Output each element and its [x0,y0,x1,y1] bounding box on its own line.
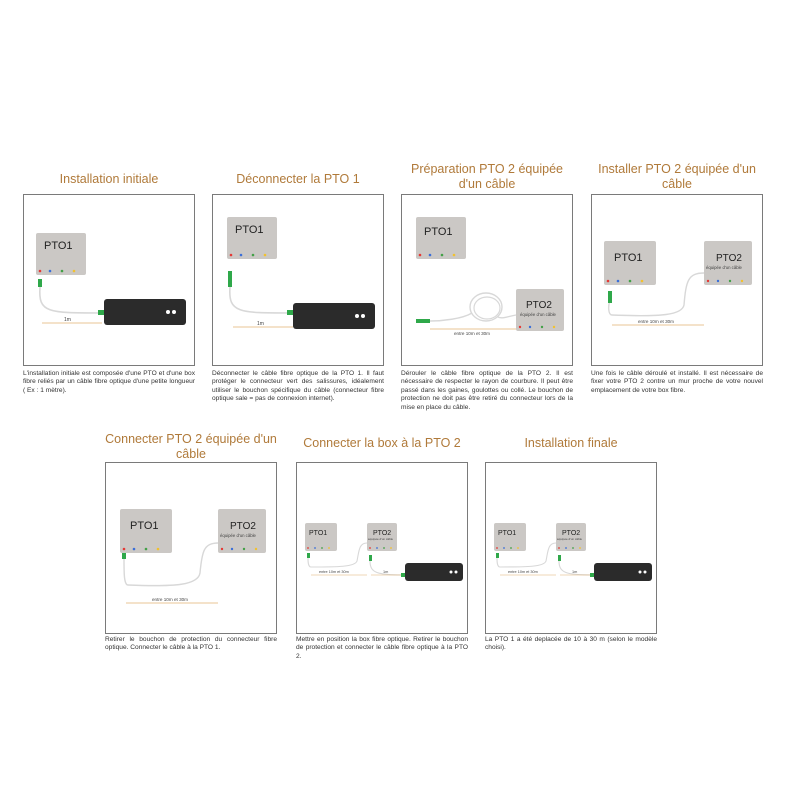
step-3 [401,162,573,412]
step-3-panel [401,194,573,366]
led-green [321,547,323,549]
connector-icon [98,310,104,315]
step-4-caption: Une fois le câble déroulé et installé. Il est nécessaire de fixer votre PTO 2 contre un mur proche de votre nouvel emplacement de votre box fibre. [591,370,763,394]
step-2-caption: Déconnecter le câble fibre optique de la PTO 1. Il faut protéger le connecteur vert des salissures, idéalement utiliser le bouchon spécifique du câble (connecteur fibre optique sale = pas de connexion internet). [212,370,384,403]
step-7 [485,436,657,666]
connector-icon [558,555,561,561]
led-blue [376,547,378,549]
pto1-label: PTO1 [498,530,517,537]
led-red [519,326,521,328]
step-4-panel [591,194,763,366]
led-yellow [157,548,160,551]
led-blue [529,326,531,328]
led-green [629,280,632,283]
dimension-label: 1m [383,570,389,574]
led-yellow [553,326,555,328]
box-light-icon [644,571,647,574]
pto2-label: PTO2 [230,521,256,532]
step-3-illustration [402,195,573,366]
step-1-panel [23,194,195,366]
led-yellow [390,547,392,549]
step-5-title: Connecter PTO 2 équipée d'un câble [105,432,277,461]
connector-icon [307,553,310,558]
step-3-caption: Dérouler le câble fibre optique de la PTO 2. Il est nécessaire de respecter le rayon de courbure. Il peut être passé dans les gaines, goulottes ou collé. Le bouchon de protection ne doit pas être retiré du connecteur lors de la mise en place du câble. [401,370,573,411]
led-red [123,548,126,551]
led-yellow [453,254,456,257]
dimension-label: 1m [64,317,71,323]
dimension-label: 1m [572,570,578,574]
led-green [61,270,64,273]
pto1-label: PTO1 [424,226,453,238]
connector-icon [287,310,293,315]
pto1-label: PTO1 [130,520,159,532]
led-yellow [517,547,519,549]
led-red [307,547,309,549]
fibre-cable [230,287,291,313]
step-4-title: Installer PTO 2 équipée d'un câble [598,162,756,191]
step-1-illustration [24,195,195,366]
step-7-illustration [486,463,657,634]
step-2 [212,172,384,412]
connector-icon [608,291,612,303]
led-blue [133,548,136,551]
led-yellow [328,547,330,549]
fibre-box [405,563,463,581]
dimension-label: entre 10m et 30m [152,597,189,602]
led-blue [240,254,243,257]
box-light-icon [355,314,359,318]
box-light-icon [455,571,458,574]
fibre-cable [430,313,472,321]
led-green [145,548,148,551]
led-blue [617,280,620,283]
led-blue [231,548,233,550]
step-5 [105,432,277,662]
pto1-box [416,217,466,259]
step-1 [23,172,195,412]
pto2-sublabel: équipée d'un câble [520,312,556,317]
led-red [558,547,560,549]
dimension-label: entre 10m et 30m [638,319,675,324]
cable-coil [474,297,500,319]
step-6 [296,436,468,666]
connector-icon [369,555,372,561]
box-light-icon [450,571,453,574]
led-yellow [741,280,743,282]
led-red [221,548,223,550]
step-4 [591,162,763,412]
fibre-cable [498,315,516,318]
led-red [496,547,498,549]
led-blue [503,547,505,549]
led-yellow [255,548,257,550]
led-blue [717,280,719,282]
pto1-label: PTO1 [235,224,264,236]
step-2-panel [212,194,384,366]
step-4-illustration [592,195,763,366]
fibre-cable [40,287,102,313]
led-green [383,547,385,549]
led-blue [314,547,316,549]
step-5-caption: Retirer le bouchon de protection du connecteur fibre optique. Connecter le câble à la PTO 1. [105,636,277,652]
led-yellow [579,547,581,549]
connector-icon [416,319,430,323]
led-blue [49,270,52,273]
step-2-title: Déconnecter la PTO 1 [236,172,360,186]
led-yellow [641,280,644,283]
led-green [441,254,444,257]
pto1-label: PTO1 [309,530,328,537]
step-5-illustration [106,463,277,634]
connector-icon [38,279,42,287]
led-red [230,254,233,257]
dimension-label: entre 10m et 30m [454,331,491,336]
step-2-illustration [213,195,384,366]
step-7-caption: La PTO 1 a été deplacée de 10 à 30 m (selon le modèle choisi). [485,636,657,652]
connector-icon [228,271,232,287]
connector-icon [496,553,499,558]
box-light-icon [639,571,642,574]
led-red [707,280,709,282]
led-green [252,254,255,257]
pto1-label: PTO1 [44,240,73,252]
led-red [607,280,610,283]
box-light-icon [361,314,365,318]
dimension-label: entre 10m et 30m [319,570,349,574]
step-5-panel [105,462,277,634]
pto2-sublabel: équipée d'un câble [220,533,256,538]
led-green [243,548,245,550]
led-yellow [264,254,267,257]
step-7-panel [485,462,657,634]
step-1-title: Installation initiale [59,172,159,186]
pto1-box [494,523,526,551]
step-6-title: Connecter la box à la PTO 2 [303,436,461,450]
step-6-illustration [297,463,468,634]
step-7-title: Installation finale [524,436,618,450]
step-6-caption: Mettre en position la box fibre optique. Retirer le bouchon de protection et connecter le câble fibre optique à la PTO 2. [296,636,468,660]
pto2-sublabel: équipée d'un câble [557,537,583,541]
pto2-label: PTO2 [562,530,581,537]
step-6-panel [296,462,468,634]
pto2-sublabel: équipée d'un câble [368,537,394,541]
dimension-label: entre 10m et 30m [508,570,538,574]
fibre-box [594,563,652,581]
box-light-icon [166,310,170,314]
pto2-label: PTO2 [373,530,392,537]
led-green [510,547,512,549]
pto1-label: PTO1 [614,252,643,264]
led-green [541,326,543,328]
led-blue [565,547,567,549]
led-red [369,547,371,549]
pto2-label: PTO2 [716,253,742,264]
led-red [419,254,422,257]
led-blue [429,254,432,257]
led-yellow [73,270,76,273]
connector-icon [122,553,126,559]
step-3-title: Préparation PTO 2 équipée d'un câble [411,162,563,191]
pto1-box [305,523,337,551]
led-green [729,280,731,282]
dimension-label: 1m [257,321,264,327]
pto2-sublabel: équipée d'un câble [706,265,742,270]
led-green [572,547,574,549]
led-red [39,270,42,273]
step-1-caption: L'installation initiale est composée d'une PTO et d'une box fibre reliés par un câble fibre optique d'une petite longueur ( Ex : 1 mètre). [23,370,195,394]
box-light-icon [172,310,176,314]
pto2-label: PTO2 [526,300,552,311]
